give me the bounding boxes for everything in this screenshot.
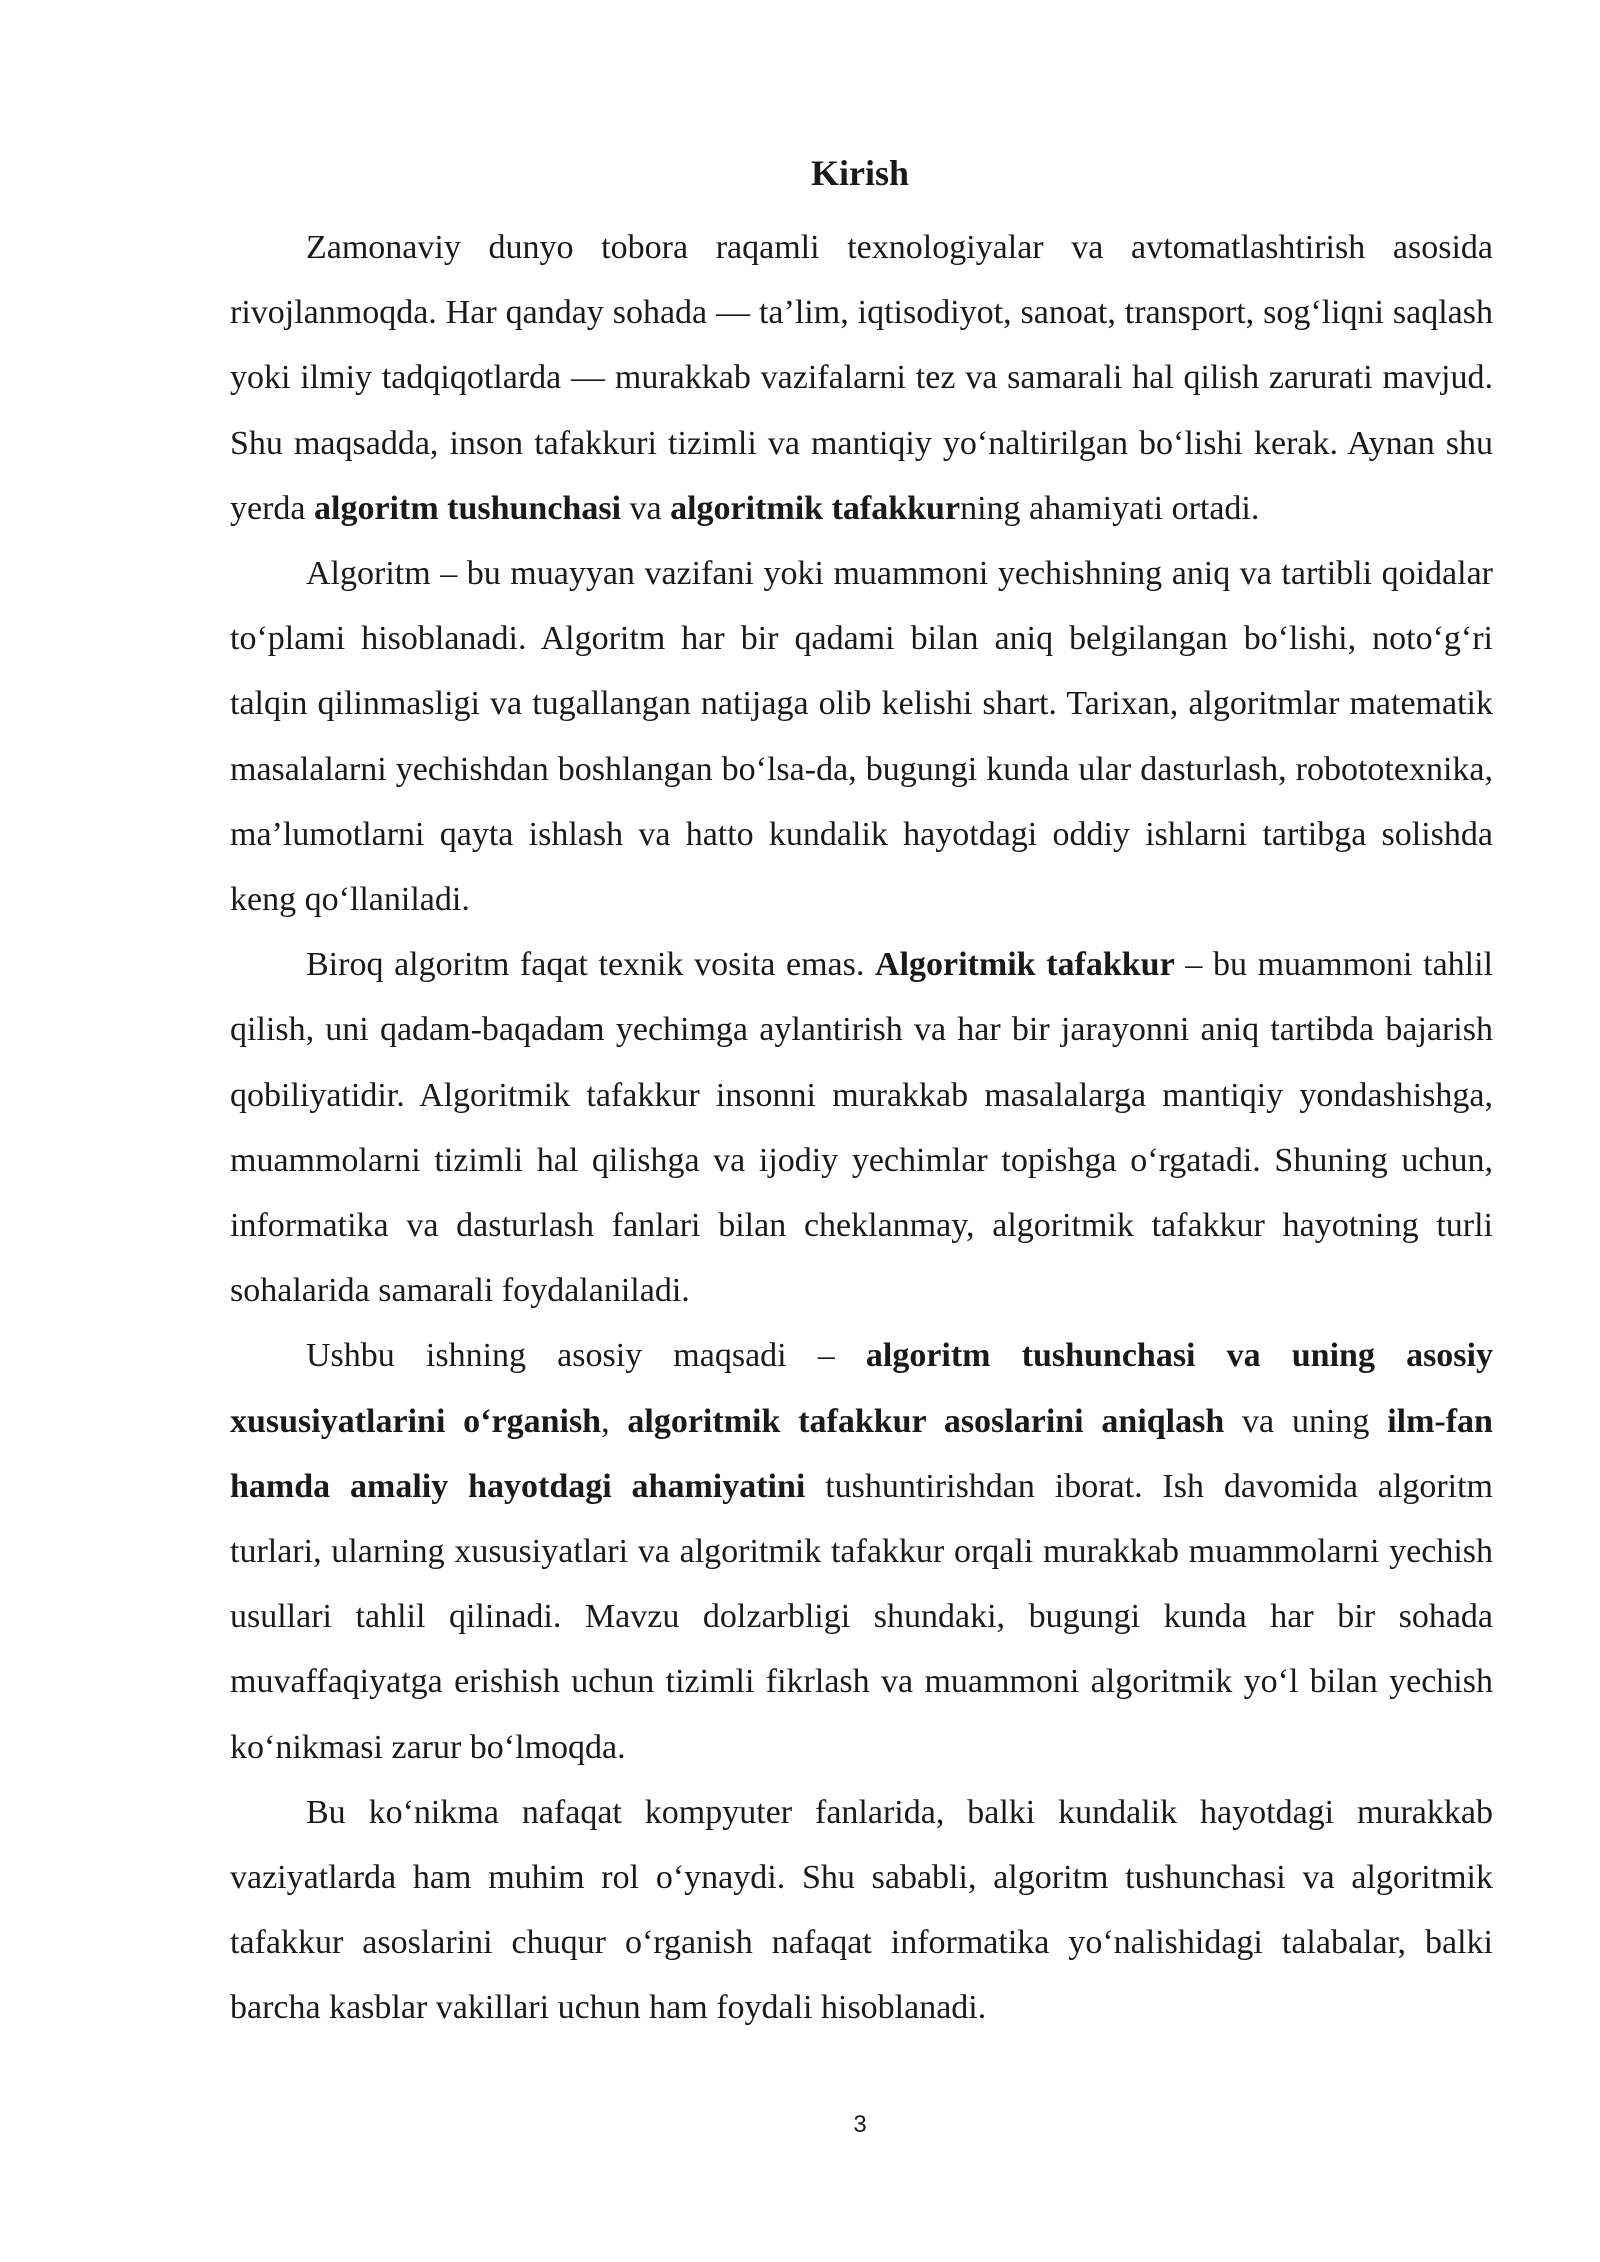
text-run: Algoritm – bu muayyan vazifani yoki muammoni yechishning aniq va tartibli qoidalar to‘plami hisoblanadi. Algoritm har bir qadami bilan aniq belgilangan bo‘lishi, noto‘g‘ri talqin qilinmasligi va tugallangan natijaga olib kelishi shart. Tarixan, algoritmlar matematik masalalarni yechishdan boshlangan bo‘lsa-da, bugungi kunda ular dasturlash, robototexnika, ma’lumotlarni qayta ishlash va hatto kundalik hayotdagi oddiy ishlarni tartibga solishda keng qo‘llaniladi.: [230, 555, 1493, 919]
text-run: va: [621, 489, 671, 527]
paragraph-5: [230, 1780, 1493, 2041]
text-run: ,: [601, 1402, 628, 1440]
bold-term: ilm-fan hamda amaliy hayotdagi ahamiyatini: [230, 1402, 1493, 1505]
text-run: Ushbu ishning asosiy maqsadi –: [306, 1337, 866, 1375]
paragraph-2: [230, 541, 1493, 932]
text-run: tushuntirishdan iborat. Ish davomida algoritm turlari, ularning xususiyatlari va algoritmik tafakkur orqali murakkab muammolarni yechish usullari tahlil qilinadi. Mavzu dolzarbligi shundaki, bugungi kunda har bir sohada muvaffaqiyatga erishish uchun tizimli fikrlash va muammoni algoritmik yo‘l bilan yechish ko‘nikmasi zarur bo‘lmoqda.: [230, 1467, 1493, 1766]
page-number: 3: [853, 2111, 867, 2138]
bold-term: Algoritmik tafakkur: [875, 946, 1175, 984]
text-run: – bu muammoni tahlil qilish, uni qadam-baqadam yechimga aylantirish va har bir jarayonni aniq tartibda bajarish qobiliyatidir. Algoritmik tafakkur insonni murakkab masalalarga mantiqiy yondashishga, muammolarni tizimli hal qilishga va ijodiy yechimlar topishga o‘rgatadi. Shuning uchun, informatika va dasturlash fanlari bilan cheklanmay, algoritmik tafakkur hayotning turli sohalarida samarali foydalaniladi.: [230, 946, 1493, 1310]
bold-term: algoritm tushunchasi: [314, 489, 622, 527]
text-run: va uning: [1224, 1402, 1388, 1440]
text-run: Bu ko‘nikma nafaqat kompyuter fanlarida, balki kundalik hayotdagi murakkab vaziyatlarda ham muhim rol o‘ynaydi. Shu sababli, algoritm tushunchasi va algoritmik tafakkur asoslarini chuqur o‘rganish nafaqat informatika yo‘nalishidagi talabalar, balki barcha kasblar vakillari uchun ham foydali hisoblanadi.: [230, 1793, 1493, 2027]
text-run: Zamonaviy dunyo tobora raqamli texnologiyalar va avtomatlashtirish asosida rivojlanmoqda. Har qanday sohada — ta’lim, iqtisodiyot, sanoat, transport, sog‘liqni saqlash yoki ilmiy tadqiqotlarda — murakkab vazifalarni tez va samarali hal qilish zarurati mavjud. Shu maqsadda, inson tafakkuri tizimli va mantiqiy yo‘naltirilgan bo‘lishi kerak. Aynan shu yerda: [230, 229, 1493, 527]
bold-term: algoritm tushunchasi va uning asosiy xususiyatlarini o‘rganish: [230, 1337, 1493, 1440]
bold-term: algoritmik tafakkur asoslarini aniqlash: [627, 1402, 1225, 1440]
paragraph-4: [230, 1323, 1493, 1779]
paragraph-1: [230, 215, 1493, 541]
text-run: Biroq algoritm faqat texnik vosita emas.: [306, 946, 876, 984]
text-run: ning ahamiyati ortadi.: [960, 489, 1260, 527]
bold-term: algoritmik tafakkur: [670, 489, 961, 527]
page-title: Kirish: [810, 153, 909, 193]
paragraph-3: [230, 932, 1493, 1323]
body-text: [230, 215, 1493, 2041]
